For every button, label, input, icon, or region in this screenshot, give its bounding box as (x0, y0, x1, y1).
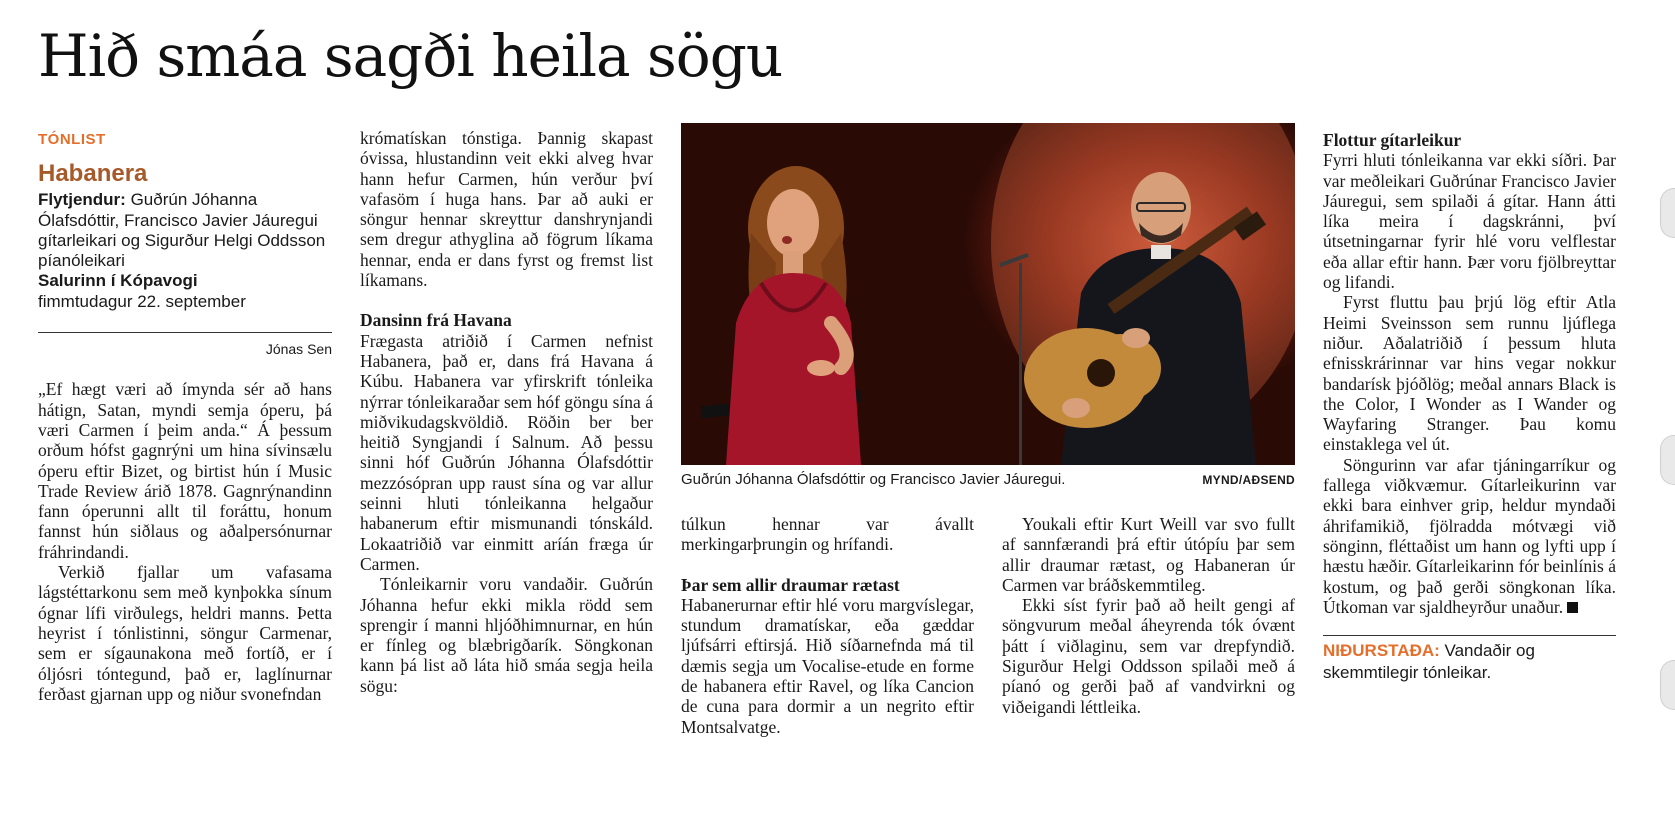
subheading: Flottur gítarleikur (1323, 130, 1462, 150)
end-mark-icon (1567, 602, 1578, 613)
venue: Salurinn í Kópavogi (38, 271, 198, 291)
column-2 (360, 128, 653, 696)
concert-photo (681, 123, 1295, 465)
byline: Jónas Sen (265, 341, 332, 358)
review-title: Habanera (38, 160, 148, 188)
verdict-divider (1323, 635, 1616, 636)
column-4 (1002, 514, 1295, 717)
paragraph: krómatískan tónstiga. Þannig skapast óvissa, hlustandinn veit ekki alveg hvar hann hefur Carmen, hún verður því vafasöm í huga hans. Þar að auki er söngur hennar skreyttur danshrynjandi sem dregur athyglina að fögrum líkama hennar, enda er dans fyrst og fremst list líkamans. (360, 128, 653, 291)
headline: Hið smáa sagði heila sögu (38, 22, 783, 90)
column-5 (1323, 130, 1616, 684)
photo-credit: MYND/AÐSEND (1202, 473, 1295, 487)
page-edge-mark (1660, 435, 1675, 485)
performers-text: Guðrún Jóhanna Ólafsdóttir, Francisco Javier Jáuregui gítarleikari og Sigurður Helgi Oddsson píanóleikari (38, 190, 326, 271)
performers-info (38, 190, 332, 271)
paragraph: Fyrst fluttu þau þrjú lög eftir Atla Heimi Sveinsson sem runnu ljúflega niður. Aðalatriðið í þessum hluta efnisskrárinnar var hins vegar nokkur bandarísk þjóðlög; meðal annars Black is the Color, I Wonder as I Wander og Wayfaring Stranger. Þau komu einstaklega vel út. (1323, 292, 1616, 455)
subheading: Þar sem allir draumar rætast (681, 574, 900, 595)
paragraph: Verkið fjallar um vafasama lágstéttarkonu sem með kynþokka sínum ógnar lífi virðulegs, heldri manns. Þetta heyrist í tónlistinni, söngur Carmenar, sem er sígaunakona með fortíð, er í óljósri tóntegund, það er, laglínurnar ferðast gjarnan upp og niður svonefndan (38, 562, 332, 704)
paragraph: Habanerurnar eftir hlé voru margvíslegar, stundum dramatískar, eða gæddar ljúfsárri eftirsjá. Hið síðarnefnda má til dæmis segja um Vocalise-etude en forme de habanera eftir Ravel, og líka Cancion de cuna para dormir a un negrito eftir Montsalvatge. (681, 594, 974, 737)
info-divider (38, 332, 332, 333)
paragraph: Youkali eftir Kurt Weill var svo fullt af sannfærandi þrá eftir útópíu þar sem allir draumar rætast, og Habaneran úr Carmen var bráðskemmtileg. (1002, 514, 1295, 595)
column-1 (38, 130, 332, 704)
paragraph: Ekki síst fyrir það að heilt gengi af söngvurum meðal áheyrenda tók óvænt þátt í viðlaginu, sem var drepfyndið. Sigurður Helgi Oddsson spilaði með á píanó og gerði það af vandvirkni og viðeigandi léttleika. (1002, 595, 1295, 717)
photo-caption: Guðrún Jóhanna Ólafsdóttir og Francisco Javier Jáuregui. (681, 471, 1066, 488)
paragraph: túlkun hennar var ávallt merkingarþrungin og hrífandi. (681, 514, 974, 555)
concert-date: fimmtudagur 22. september (38, 291, 246, 311)
performers-label: Flytjendur: (38, 190, 126, 210)
paragraph: „Ef hægt væri að ímynda sér að hans hátign, Satan, myndi semja óperu, þá væri Carmen í þeim anda.“ Á þessum orðum hófst gagnrýni um hina sívinsælu óperu eftir Bizet, og birtist hún í Music Trade Review árið 1878. Gagnrýnandinn fann óperunni allt til foráttu, honum fannst hún siðlaus og aðalpersónurnar fráhrindandi. (38, 379, 332, 562)
paragraph: Frægasta atriðið í Carmen nefnist Habanera, það er, dans frá Havana á Kúbu. Habanera var yfirskrift tónleika nýrrar tónleikaraðar sem hóf göngu sína á miðvikudagskvöldið. Röðin ber ber heitið Syngjandi í Salnum. Að þessu sinni hóf Guðrún Jóhanna Ólafsdóttir mezzósópran upp raust sína og var allur seinni hluti tónleikanna helgaður habanerum eftir mismunandi tónskáld. Lokaatriðið var einmitt aríán fræga úr Carmen. (360, 330, 653, 574)
page-edge-mark (1660, 188, 1675, 238)
verdict-label: NIÐURSTAÐA: (1323, 641, 1440, 661)
paragraph: Fyrri hluti tónleikanna var ekki síðri. Þar var meðleikari Guðrúnar Francisco Javier Jáuregui, sem spilaði á gítar. Hann átti líka meira í dagskránni, því útsetningarnar fyrir hlé voru velflestar eða allar eftir hann. Þær voru fjölbreyttar og lifandi. (1323, 150, 1616, 293)
paragraph: Söngurinn var afar tjáningarríkur og fallega viðkvæmur. Gítarleikurinn var ekki bara einhver grip, heldur myndaði áhrifamikið, fjölradda mótvægi við sönginn, fléttaðist um hann og lyfti upp í hæstu hæðir. Gítarleikarinn fór beinlínis á kostum, og það gerði söngkonan líka. Útkoman var sjaldheyrður unaður. (1323, 454, 1616, 617)
paragraph: Tónleikarnir voru vandaðir. Guðrún Jóhanna hefur ekki mikla rödd sem sprengir í manni hljóðhimnurnar, en hún er fínleg og blæbrigðarík. Söngkonan kann þá list að láta hið smáa segja heila sögu: (360, 574, 653, 696)
section-kicker: TÓNLIST (38, 131, 106, 148)
column-3 (681, 514, 974, 737)
subheading: Dansinn frá Havana (360, 310, 512, 331)
verdict-text: Vandaðir og skemmtilegir tónleikar. (1323, 641, 1535, 683)
verdict (1323, 640, 1616, 684)
page-edge-mark (1660, 660, 1675, 710)
performers-illustration (681, 123, 1295, 465)
photo-caption-row (681, 471, 1295, 488)
